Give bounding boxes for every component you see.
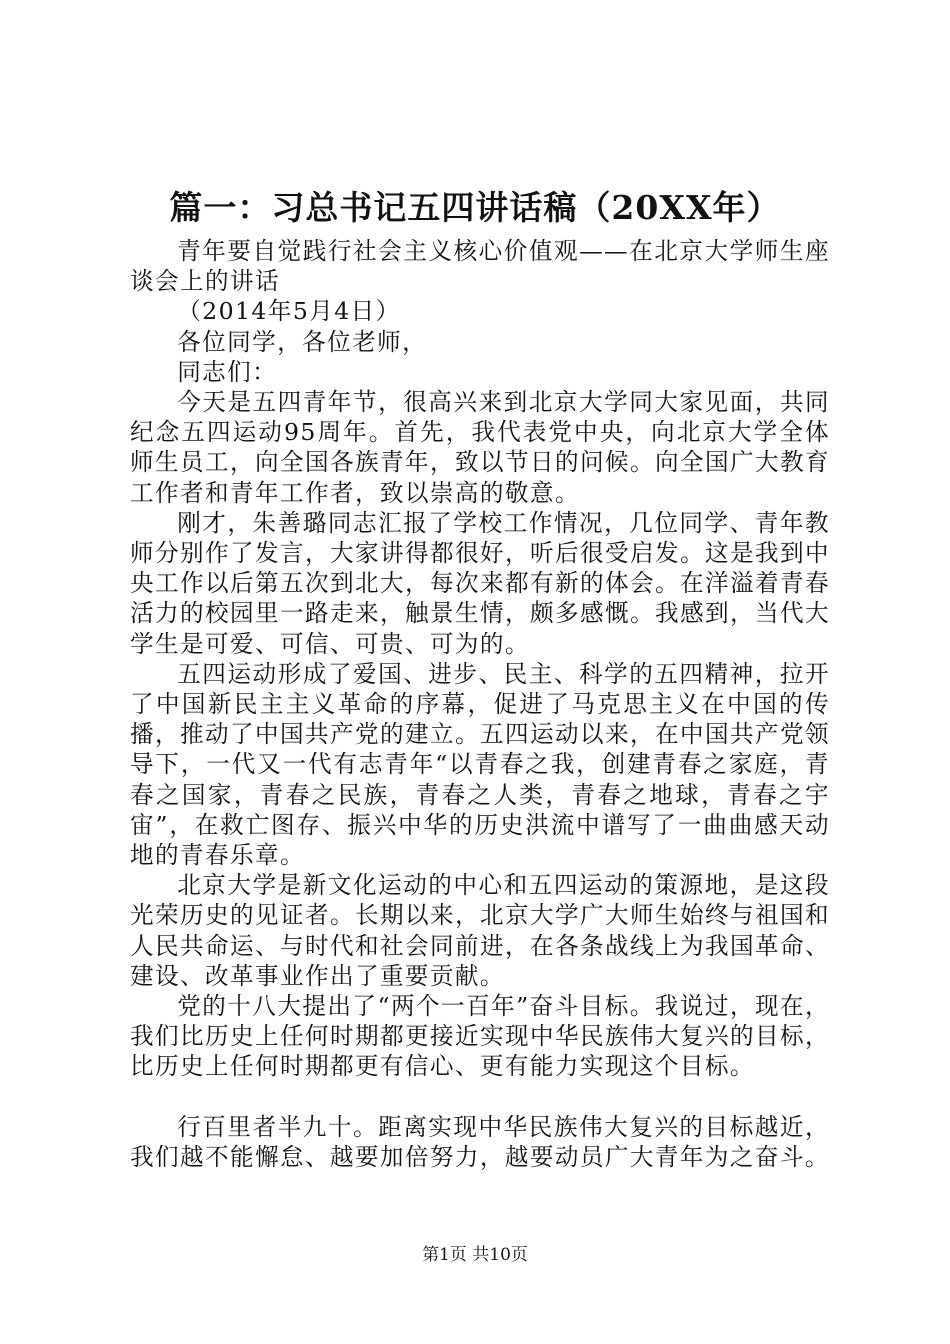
salutation-paragraph: 同志们： [177,357,278,386]
date-paragraph: （2014年5月4日） [177,297,401,326]
subtitle-paragraph: 青年要自觉践行社会主义核心价值观——在北京大学师生座谈会上的讲话 [130,237,830,296]
body-paragraph: 行百里者半九十。距离实现中华民族伟大复兴的目标越近，我们越不能懈怠、越要加倍努力，越要动员广大青年为之奋斗。 [130,1112,830,1171]
salutation-paragraph: 各位同学，各位老师， [177,327,428,356]
document-title: 篇一：习总书记五四讲话稿（20XX年） [169,188,781,227]
body-paragraph: 北京大学是新文化运动的中心和五四运动的策源地，是这段光荣历史的见证者。长期以来，北京大学广大师生始终与祖国和人民共命运、与时代和社会同前进，在各条战线上为我国革命、建设、改革事业作出了重要贡献。 [130,871,830,990]
document-body [130,236,830,1172]
body-paragraph: 今天是五四青年节，很高兴来到北京大学同大家见面，共同纪念五四运动95周年。首先，我代表党中央，向北京大学全体师生员工，向全国各族青年，致以节日的问候。向全国广大教育工作者和青年工作者，致以崇高的敬意。 [130,388,830,507]
body-paragraph: 五四运动形成了爱国、进步、民主、科学的五四精神，拉开了中国新民主主义革命的序幕，促进了马克思主义在中国的传播，推动了中国共产党的建立。五四运动以来，在中国共产党领导下，一代又一代有志青年“以青春之我，创建青春之家庭，青春之国家，青春之民族，青春之人类，青春之地球，青春之宇宙”，在救亡图存、振兴中华的历史洪流中谱写了一曲曲感天动地的青春乐章。 [130,659,830,870]
body-paragraph: 党的十八大提出了“两个一百年”奋斗目标。我说过，现在，我们比历史上任何时期都更接近实现中华民族伟大复兴的目标，比历史上任何时期都更有信心、更有能力实现这个目标。 [130,992,830,1081]
body-paragraph: 刚才，朱善璐同志汇报了学校工作情况，几位同学、青年教师分别作了发言，大家讲得都很好，听后很受启发。这是我到中央工作以后第五次到北大，每次来都有新的体会。在洋溢着青春活力的校园里一路走来，触景生情，颇多感慨。我感到，当代大学生是可爱、可信、可贵、可为的。 [130,508,830,658]
page-footer: 第1页 共10页 [422,1245,528,1265]
